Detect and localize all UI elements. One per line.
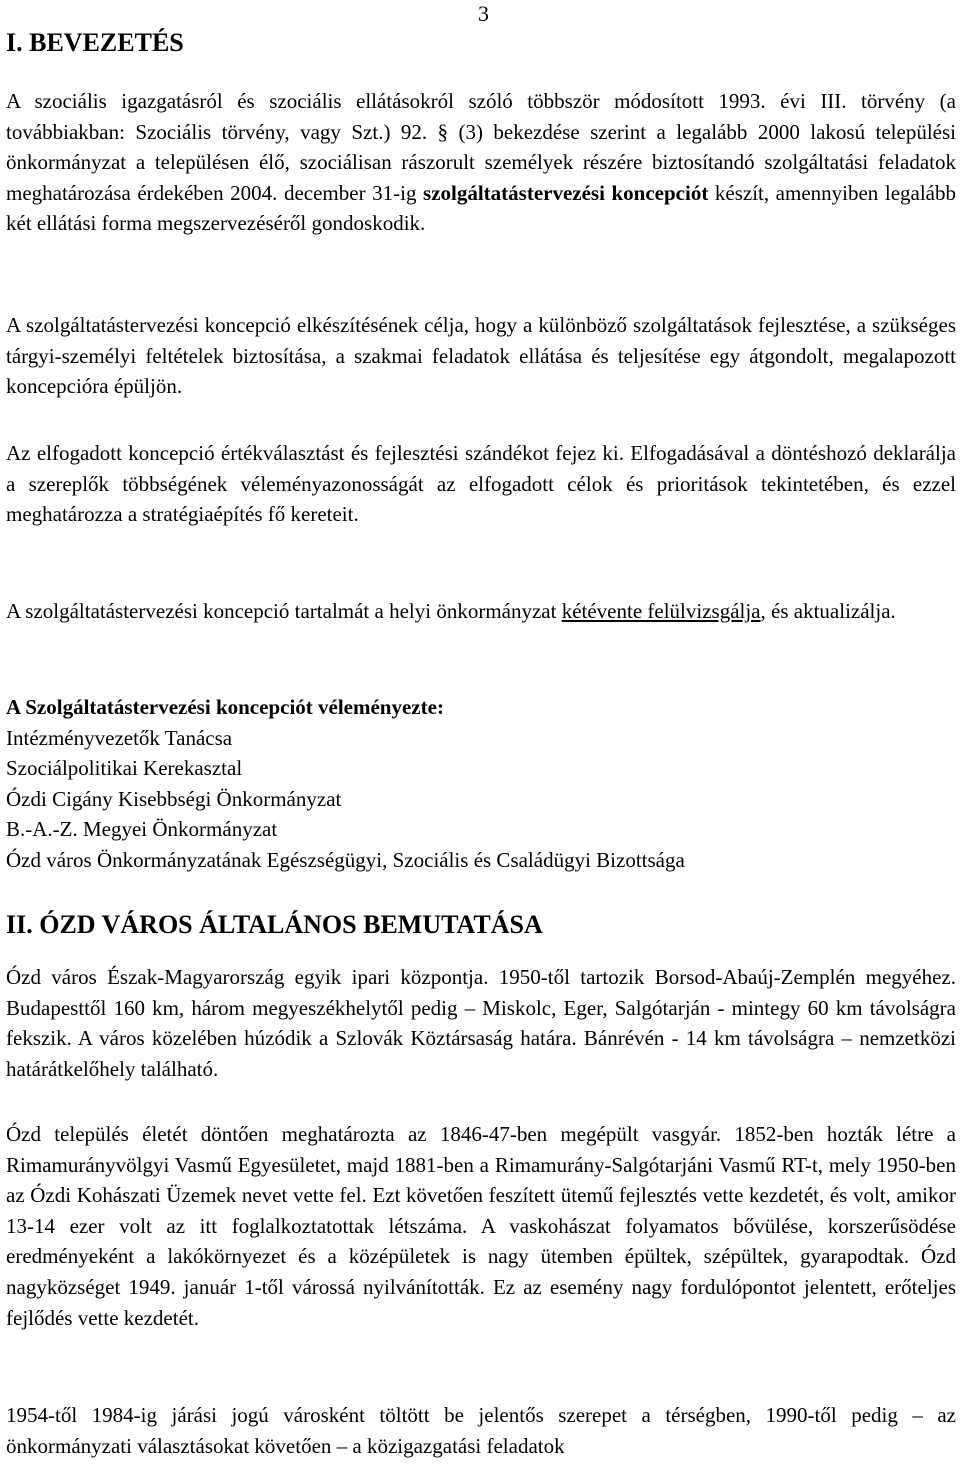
section-heading-bevezetes: I. BEVEZETÉS [6,28,184,57]
paragraph-intro [6,86,956,239]
review-text-start: A szolgáltatástervezési koncepció tartalmát a helyi önkormányzat [6,599,562,623]
paragraph-history: Ózd település életét döntően meghatározta az 1846-47-ben megépült vasgyár. 1852-ben hozták létre a Rimamurányvölgyi Vasmű Egyesületet, majd 1881-ben a Rimamurány-Salgótarjáni Vasmű RT-t, mely 1950-ben az Ózdi Kohászati Üzemek nevet vette fel. Ezt követően feszített ütemű fejlesztés vette kezdetét, és volt, amikor 13-14 ezer volt az itt foglalkoztatottak létszáma. A vaskohászat folyamatos bővülése, korszerűsödése eredményeként a lakókörnyezet és a középületek is nagy ütemben épültek, szépültek, gyarapodtak. Ózd nagyközséget 1949. január 1-től várossá nyilvánították. Ez az esemény nagy fordulópontot jelentett, erőteljes fejlődés vette kezdetét. [6,1122,956,1330]
reviewer-item: Szociálpolitikai Kerekasztal [6,756,243,781]
paragraph-values: Az elfogadott koncepció értékválasztást és fejlesztési szándékot fejez ki. Elfogadásával a döntéshozó deklarálja a szereplők többségének véleményazonosságát az elfogadott célok és prioritások tekintetében, és ezzel meghatározza a stratégiaépítés fő kereteit. [6,441,956,527]
paragraph-district: 1954-től 1984-ig járási jogú városként töltött be jelentős szerepet a térségben, 1990-től pedig – az önkormányzati választásokat követően – a közigazgatási feladatok [6,1403,956,1458]
paragraph-purpose: A szolgáltatástervezési koncepció elkészítésének célja, hogy a különböző szolgáltatások fejlesztése, a szükséges tárgyi-személyi feltételek biztosítása, a szakmai feladatok ellátása és teljesítése egy átgondolt, megalapozott koncepcióra épüljön. [6,313,956,399]
intro-text-end: készít, amennyiben legalább két ellátási forma megszervezéséről gondoskodik. [6,180,956,236]
paragraph-location: Ózd város Észak-Magyarország egyik ipari központja. 1950-től tartozik Borsod-Abaúj-Zemplén megyéhez. Budapesttől 160 km, három megyeszékhelytől pedig – Miskolc, Eger, Salgótarján - mintegy 60 km távolságra fekszik. A város közelében húzódik a Szlovák Köztársaság határa. Bánrévén - 14 km távolságra – nemzetközi határátkelőhely található. [6,965,956,1081]
reviewers-list [6,692,956,876]
reviewers-heading: A Szolgáltatástervezési koncepciót véleményezte: [6,695,444,719]
intro-text-start: A szociális igazgatásról és szociális ellátásokról szóló többször módosított 1993. évi III. törvény (a továbbiakban: Szociális törvény, vagy Szt.) 92. § (3) bekezdése szerint a legalább 2000 lakosú települési önkormányzat a településen élő, szociálisan rászorult személyek részére biztosítandó szolgáltatási feladatok meghatározása érdekében 2004. december 31-ig [6,89,956,205]
reviewer-item: Ózd város Önkormányzatának Egészségügyi, Szociális és Családügyi Bizottsága [6,847,685,872]
review-text-end: , és aktualizálja. [760,599,896,623]
review-underlined-term: kétévente felülvizsgálja [561,599,761,623]
page-number: 3 [478,1,489,26]
paragraph-review [6,596,956,627]
reviewer-item: Intézményvezetők Tanácsa [6,725,233,750]
section-heading-ozd: II. ÓZD VÁROS ÁLTALÁNOS BEMUTATÁSA [6,910,543,939]
reviewer-item: Ózdi Cigány Kisebbségi Önkormányzat [6,786,342,811]
reviewer-item: B.-A.-Z. Megyei Önkormányzat [6,817,278,842]
intro-bold-term: szolgáltatástervezési koncepciót [423,180,709,205]
